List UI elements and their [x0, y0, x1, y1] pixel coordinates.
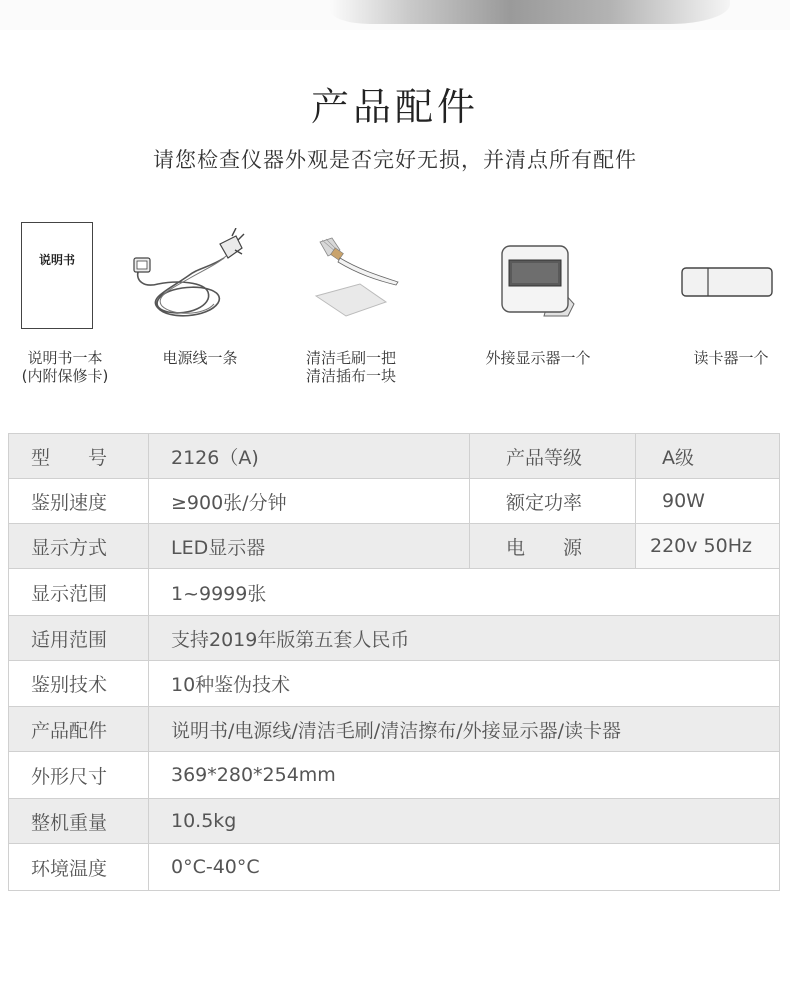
table-row: [9, 434, 780, 479]
power-cable-image: [128, 228, 258, 328]
speed-value: ≥900张/分钟: [149, 479, 470, 524]
accessory-reader-caption: 读卡器一个: [693, 349, 769, 367]
weight-label: 整机重量: [9, 799, 149, 844]
apply-value: 支持2019年版第五套人民币: [149, 616, 780, 661]
product-image-fragment: [0, 0, 790, 30]
size-label: 外形尺寸: [9, 752, 149, 799]
table-row: [9, 524, 780, 569]
table-row: [9, 707, 780, 752]
table-row: [9, 661, 780, 707]
display-label: 显示方式: [9, 524, 149, 569]
external-display-image: [494, 242, 580, 322]
parts-label: 产品配件: [9, 707, 149, 752]
table-row: [9, 616, 780, 661]
accessory-cable-caption: 电源线一条: [162, 349, 238, 367]
page-subtitle: 请您检查仪器外观是否完好无损，并清点所有配件: [153, 148, 637, 172]
parts-value: 说明书/电源线/清洁毛刷/清洁擦布/外接显示器/读卡器: [149, 707, 780, 752]
temp-label: 环境温度: [9, 844, 149, 891]
table-row: [9, 752, 780, 799]
spec-table: [8, 433, 780, 891]
model-value: 2126（A): [149, 434, 470, 479]
manual-caption-line2: (内附保修卡): [21, 367, 109, 385]
grade-value: A级: [636, 434, 780, 479]
table-row: [9, 799, 780, 844]
power-value: 90W: [636, 479, 780, 524]
range-value: 1~9999张: [149, 569, 780, 616]
card-reader-image: [680, 266, 776, 300]
brush-caption-line2: 清洁插布一块: [305, 367, 396, 385]
display-value: LED显示器: [149, 524, 470, 569]
apply-label: 适用范围: [9, 616, 149, 661]
temp-value: 0°C-40°C: [149, 844, 780, 891]
manual-caption-line1: 说明书一本: [27, 349, 103, 367]
table-row: [9, 569, 780, 616]
grade-label: 产品等级: [470, 434, 636, 479]
accessory-brush-caption: [296, 349, 406, 385]
supply-label: 电 源: [470, 524, 636, 569]
accessory-display-caption: 外接显示器一个: [485, 349, 591, 367]
tech-label: 鉴别技术: [9, 661, 149, 707]
accessory-manual-caption: [10, 349, 120, 385]
weight-value: 10.5kg: [149, 799, 780, 844]
page-title: 产品配件: [310, 85, 479, 129]
brush-cloth-image: [310, 236, 410, 326]
power-label: 额定功率: [470, 479, 636, 524]
range-label: 显示范围: [9, 569, 149, 616]
brush-caption-line1: 清洁毛刷一把: [305, 349, 396, 367]
product-image-shadow: [330, 0, 730, 24]
size-value: 369*280*254mm: [149, 752, 780, 799]
table-row: [9, 844, 780, 891]
supply-value: 220v 50Hz: [636, 524, 780, 569]
table-row: [9, 479, 780, 524]
speed-label: 鉴别速度: [9, 479, 149, 524]
model-label: 型 号: [9, 434, 149, 479]
manual-image: [21, 222, 93, 329]
tech-value: 10种鉴伪技术: [149, 661, 780, 707]
manual-cover-text: 说明书: [38, 253, 75, 267]
